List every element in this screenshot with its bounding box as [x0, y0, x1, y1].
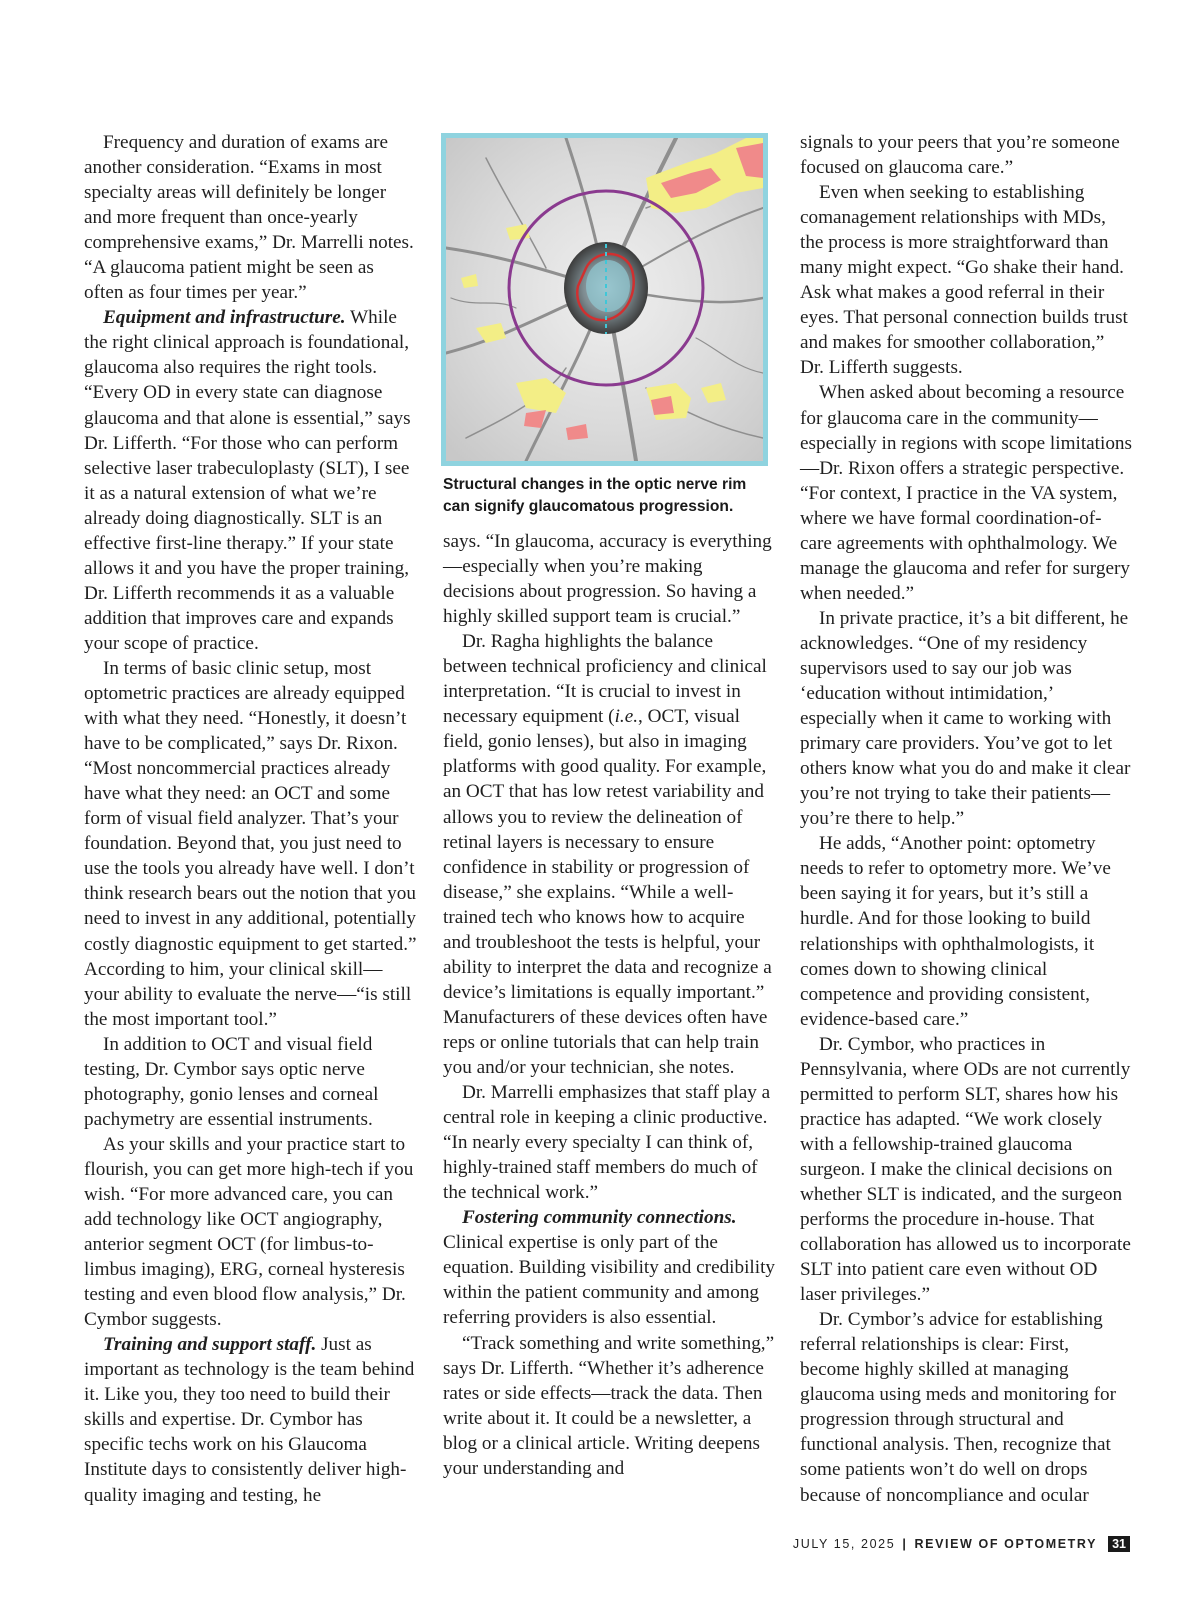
column-2 [443, 529, 776, 1481]
optic-nerve-image [446, 138, 763, 461]
publication-name: REVIEW OF OPTOMETRY [914, 1537, 1098, 1551]
paragraph: signals to your peers that you’re someone focused on glaucoma care.” [800, 132, 1120, 179]
paragraph: In terms of basic clinic setup, most optometric practices are already equipped with what they need. “Honestly, it doesn’t have to be complicated,” says Dr. Rixon. “Most noncommercial practices already have what they need: an OCT and some form of visual field analyzer. That’s your foundation. Beyond that, you just need to use the tools you already have well. I don’t think research bears out the notion that you need to invest in any additional, potentially costly diagnostic equipment to get started.” According to him, your clinical skill—your ability to evaluate the nerve—“is still the most important tool.” [84, 657, 417, 1030]
figure-caption: Structural changes in the optic nerve rim can signify glaucomatous progression. [443, 476, 747, 515]
paragraph: Dr. Cymbor’s advice for establishing referral relationships is clear: First, become highly skilled at managing glaucoma using meds and monitoring for progression through structural and functional analysis. Then, recognize that some patients won’t do well on drops because of noncompliance and ocular [800, 1309, 1117, 1506]
footer-separator: | [902, 1537, 908, 1551]
column-1 [84, 130, 417, 1508]
issue-date: JULY 15, 2025 [792, 1537, 896, 1551]
paragraph-text: , OCT, visual field, gonio lenses), but also in imaging platforms with good quality. For example, an OCT that has low retest variability and allows you to review the delineation of retinal layers is necessary to ensure confidence in stability or progression of disease,” she explains. “While a well-trained tech who knows how to acquire and troubleshoot the tests is helpful, your ability to interpret the data and recognize a device’s limitations is equally important.” Manufacturers of these devices often have reps or online tutorials that can help train you and/or your technician, she notes. [443, 706, 772, 1078]
paragraph-text: While the right clinical approach is foundational, glaucoma also requires the right tools. “Every OD in every state can diagnose glaucoma and that alone is essential,” says Dr. Lifferth. “For those who can perform selective laser trabeculoplasty (SLT), I see it as a natural extension of what we’re already doing diagnostically. SLT is an effective first-line therapy.” If your state allows it and you have the proper training, Dr. Lifferth recommends it as a valuable addition that improves care and expands your scope of practice. [84, 307, 411, 654]
paragraph: Dr. Marrelli emphasizes that staff play a central role in keeping a clinic productive. “In nearly every specialty I can think of, highly-trained staff members do much of the technical work.” [443, 1082, 771, 1204]
section-lead-community: Fostering community connections. [462, 1207, 737, 1229]
paragraph: Even when seeking to establishing comanagement relationships with MDs, the process is more straightforward than many might expect. “Go shake their hand. Ask what makes a good referral in their eyes. That personal connection builds trust and makes for smoother collaboration,” Dr. Lifferth suggests. [800, 182, 1128, 379]
paragraph-text: Clinical expertise is only part of the equation. Building visibility and credibility within the patient community and among referring providers is also essential. [443, 1232, 776, 1329]
paragraph [84, 1332, 417, 1507]
paragraph [443, 1205, 776, 1330]
paragraph: In private practice, it’s a bit different, he acknowledges. “One of my residency supervisors used to say our job was ‘education without intimidation,’ especially when it came to working with primary care providers. You’ve got to let others know what you do and make it clear you’re not trying to take their patients—you’re there to help.” [800, 607, 1131, 830]
paragraph [443, 629, 776, 1080]
paragraph: In addition to OCT and visual field testing, Dr. Cymbor says optic nerve photography, gonio lenses and corneal pachymetry are essential instruments. [84, 1033, 379, 1130]
paragraph: “Track something and write something,” says Dr. Lifferth. “Whether it’s adherence rates or side effects—track the data. Then write about it. It could be a newsletter, a blog or a clinical article. Writing deepens your understanding and [443, 1332, 775, 1479]
paragraph: When asked about becoming a resource for glaucoma care in the community—especially in regions with scope limitations—Dr. Rixon offers a strategic perspective. “For context, I practice in the VA system, where we have formal coordination-of-care agreements with ophthalmology. We manage the glaucoma and refer for surgery when needed.” [800, 382, 1132, 604]
page-number: 31 [1108, 1536, 1130, 1552]
paragraph: says. “In glaucoma, accuracy is everything—especially when you’re making decisions about progression. So having a highly skilled support team is crucial.” [443, 531, 772, 628]
paragraph-text: Dr. Ragha highlights the balance between technical proficiency and clinical interpretation. “It is crucial to invest in necessary equipment ( [443, 631, 767, 728]
section-lead-training: Training and support staff. [103, 1334, 317, 1356]
paragraph [84, 305, 417, 656]
paragraph: He adds, “Another point: optometry needs to refer to optometry more. We’ve been saying it for years, but it’s still a hurdle. And for those looking to build relationships with ophthalmologists, it comes down to showing clinical competence and providing consistent, evidence-based care.” [800, 833, 1111, 1030]
paragraph: As your skills and your practice start to flourish, you can get more high-tech if you wish. “For more advanced care, you can add technology like OCT angiography, anterior segment OCT (for limbus-to-limbus imaging), ERG, corneal hysteresis testing and even blood flow analysis,” Dr. Cymbor suggests. [84, 1133, 414, 1331]
optic-nerve-figure [441, 133, 768, 466]
paragraph: Dr. Cymbor, who practices in Pennsylvania, where ODs are not currently permitted to perform SLT, shares how his practice has adapted. “We work closely with a fellowship-trained glaucoma surgeon. I make the clinical decisions on whether SLT is indicated, and the surgeon performs the procedure in-house. That collaboration has allowed us to incorporate SLT into patient care even without OD laser privileges.” [800, 1033, 1131, 1306]
section-lead-equipment: Equipment and infrastructure. [103, 307, 346, 329]
column-3 [800, 130, 1133, 1508]
italic-abbreviation: i.e. [614, 706, 639, 728]
page-footer [690, 1536, 1130, 1552]
paragraph-text: Just as important as technology is the team behind it. Like you, they too need to build their skills and expertise. Dr. Cymbor has specific techs work on his Glaucoma Institute days to consistently deliver high-quality imaging and testing, he [84, 1334, 415, 1506]
paragraph: Frequency and duration of exams are another consideration. “Exams in most specialty areas will definitely be longer and more frequent than once-yearly comprehensive exams,” Dr. Marrelli notes. “A glaucoma patient might be seen as often as four times per year.” [84, 132, 414, 304]
